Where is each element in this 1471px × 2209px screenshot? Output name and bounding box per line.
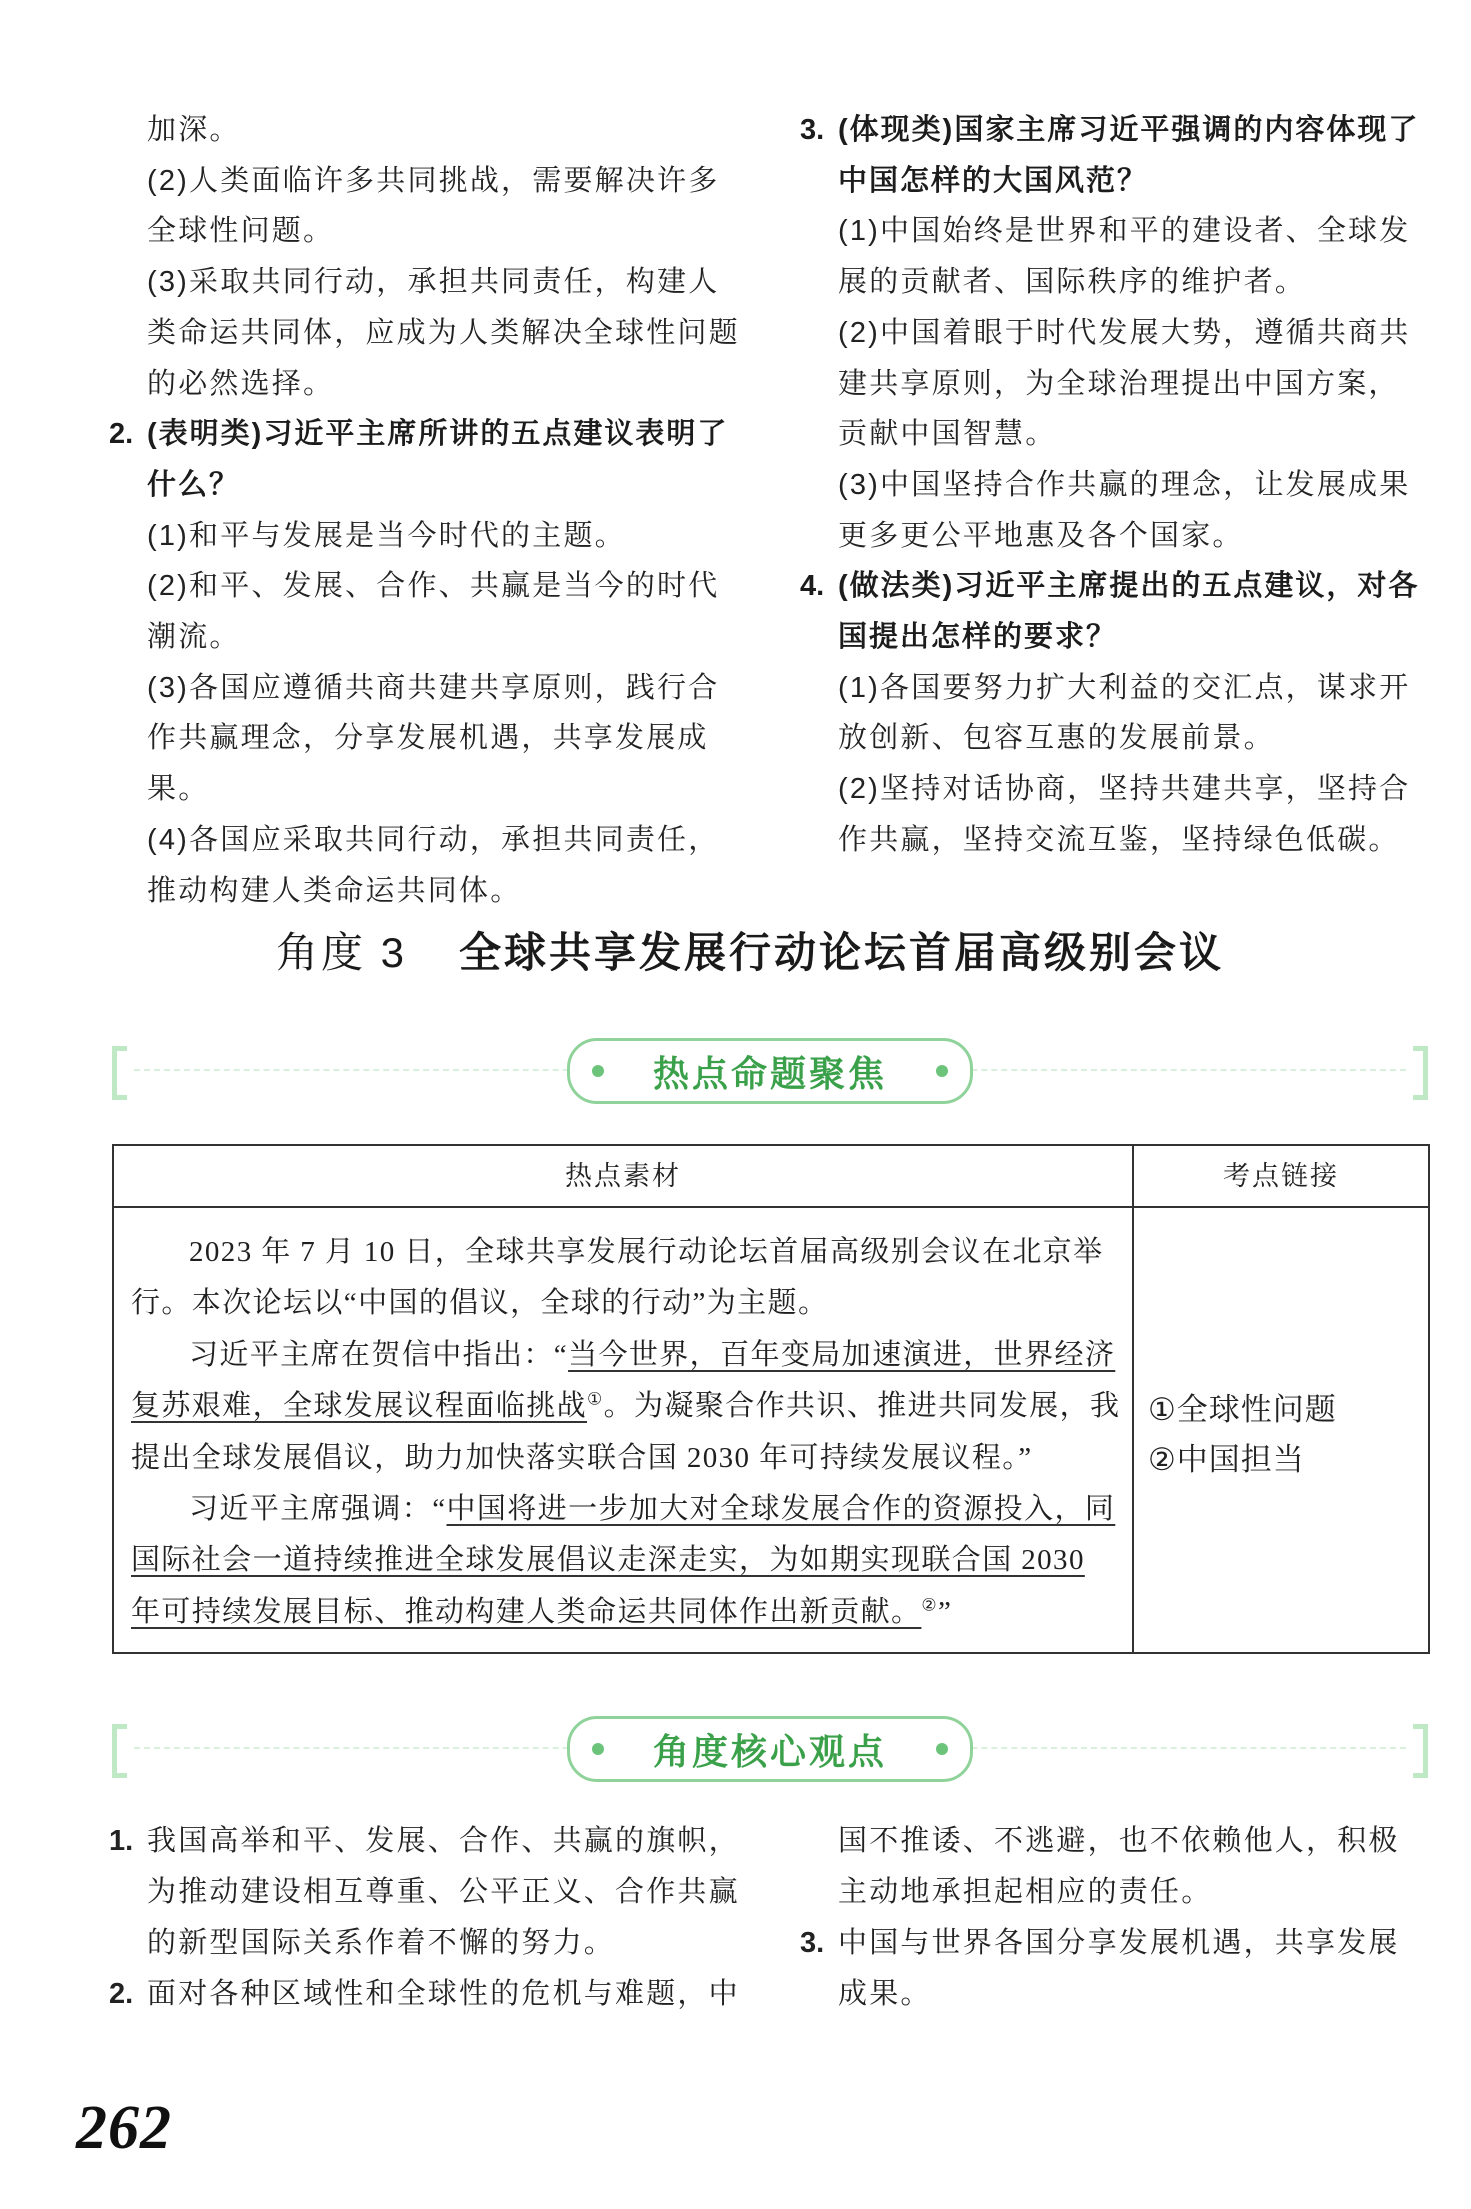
question-number: 2. <box>109 418 134 451</box>
dot-icon <box>592 1065 604 1077</box>
hot-material-table <box>112 1144 1430 1654</box>
quote-lead: 习近平主席强调：“ <box>189 1493 447 1526</box>
answer-item: (3)中国坚持合作共赢的理念，让发展成果更多更公平地惠及各个国家。 <box>838 468 1411 552</box>
core-item-2 <box>109 1969 742 2020</box>
answer-item: (2)和平、发展、合作、共赢是当今的时代潮流。 <box>147 570 720 654</box>
header-material: 热点素材 <box>565 1161 681 1191</box>
answer-item: (1)中国始终是世界和平的建设者、全球发展的贡献者、国际秩序的维护者。 <box>838 215 1411 299</box>
item-number: 2. <box>109 1978 134 2010</box>
core-right-column <box>800 1816 1429 2020</box>
exam-links <box>1148 1385 1337 1485</box>
right-bracket-icon <box>1413 1046 1428 1100</box>
question-number: 4. <box>800 570 825 603</box>
answer-item: (2)中国着眼于时代发展大势，遵循共商共建共享原则，为全球治理提出中国方案，贡献中国智慧。 <box>838 316 1411 451</box>
header-link: 考点链接 <box>1223 1161 1339 1191</box>
continued-text: 加深。 <box>147 114 241 146</box>
exam-link-item: ①全球性问题 <box>1148 1392 1337 1427</box>
point-3: (3)采取共同行动，承担共同责任，构建人类命运共同体，应成为人类解决全球性问题的必然选择。 <box>147 266 740 400</box>
question-3 <box>800 105 1429 206</box>
question-number: 3. <box>800 114 825 146</box>
question-4 <box>800 561 1429 662</box>
point-2: (2)人类面临许多共同挑战，需要解决许多全球性问题。 <box>147 164 720 248</box>
item-number: 1. <box>109 1825 134 1857</box>
underlined-quote: 中国将进一步加大对全球发展合作的资源投入，同国际社会一道持续推进全球发展倡议走深走实，为如期实现联合国 2030 年可持续发展目标、推动构建人类命运共同体作出新贡献。 <box>131 1493 1116 1628</box>
column-divider <box>1132 1146 1134 1652</box>
section-label: 角度 3 <box>276 929 408 976</box>
item-text: 我国高举和平、发展、合作、共赢的旗帜，为推动建设相互尊重、公平正义、合作共赢的新型国际关系作着不懈的努力。 <box>147 1825 740 1959</box>
banner-title: 热点命题聚焦 <box>652 1052 887 1094</box>
quote-tail: 。为凝聚合作共识、推进共同发展，我提出全球发展倡议，助力加快落实联合国 2030 年可持续发展议程。” <box>131 1390 1121 1474</box>
question-2 <box>109 409 742 510</box>
top-right-column <box>800 105 1429 866</box>
core-item-2-continued <box>800 1816 1429 1918</box>
item-text: 中国与世界各国分享发展机遇，共享发展成果。 <box>838 1927 1400 2010</box>
answer-item: (3)各国应遵循共商共建共享原则，践行合作共赢理念，分享发展机遇，共享发展成果。 <box>147 671 720 806</box>
right-bracket-icon <box>1413 1724 1428 1778</box>
core-left-column <box>109 1816 742 2020</box>
dot-icon <box>936 1065 948 1077</box>
section-heading <box>276 925 1224 981</box>
material-paragraph-3 <box>131 1484 1121 1638</box>
note-mark: ① <box>587 1389 604 1409</box>
quote-tail: ” <box>938 1595 953 1628</box>
answer-item: (4)各国应采取共同行动，承担共同责任，推动构建人类命运共同体。 <box>147 823 720 907</box>
dot-icon <box>936 1743 948 1755</box>
left-bracket-icon <box>112 1724 127 1778</box>
dot-icon <box>592 1743 604 1755</box>
material-text <box>131 1227 1121 1638</box>
exam-link-item: ②中国担当 <box>1148 1442 1305 1477</box>
core-item-3 <box>800 1918 1429 2020</box>
core-item-1 <box>109 1816 742 1969</box>
banner-pill <box>567 1716 973 1782</box>
core-viewpoint-banner <box>112 1716 1428 1780</box>
material-paragraph-2 <box>131 1330 1121 1484</box>
underlined-quote: 当今世界，百年变局加速演进，世界经济复苏艰难，全球发展议程面临挑战 <box>131 1338 1116 1423</box>
item-number: 3. <box>800 1927 825 1959</box>
answer-item: (1)各国要努力扩大利益的交汇点，谋求开放创新、包容互惠的发展前景。 <box>838 671 1411 755</box>
material-paragraph-1: 2023 年 7 月 10 日，全球共享发展行动论坛首届高级别会议在北京举行。本次论坛以“中国的倡议，全球的行动”为主题。 <box>131 1236 1104 1320</box>
question-title: (体现类)国家主席习近平强调的内容体现了中国怎样的大国风范？ <box>838 114 1420 197</box>
answer-item: (2)坚持对话协商，坚持共建共享，坚持合作共赢，坚持交流互鉴，坚持绿色低碳。 <box>838 773 1411 856</box>
item-text: 面对各种区域性和全球性的危机与难题，中 <box>147 1978 740 2010</box>
item-text: 国不推诿、不逃避，也不依赖他人，积极主动地承担起相应的责任。 <box>838 1825 1400 1908</box>
question-title: (表明类)习近平主席所讲的五点建议表明了什么？ <box>147 418 729 501</box>
section-title: 全球共享发展行动论坛首届高级别会议 <box>459 929 1225 976</box>
table-header <box>114 1146 1428 1208</box>
top-left-column <box>109 105 742 916</box>
hot-topic-banner <box>112 1038 1428 1102</box>
question-title: (做法类)习近平主席提出的五点建议，对各国提出怎样的要求？ <box>838 570 1420 654</box>
left-bracket-icon <box>112 1046 127 1100</box>
page-number: 262 <box>76 2094 172 2162</box>
quote-lead: 习近平主席在贺信中指出：“ <box>189 1338 569 1371</box>
banner-title: 角度核心观点 <box>652 1730 887 1772</box>
answer-item: (1)和平与发展是当今时代的主题。 <box>147 519 626 552</box>
note-mark: ② <box>921 1595 939 1615</box>
banner-pill <box>567 1038 973 1104</box>
